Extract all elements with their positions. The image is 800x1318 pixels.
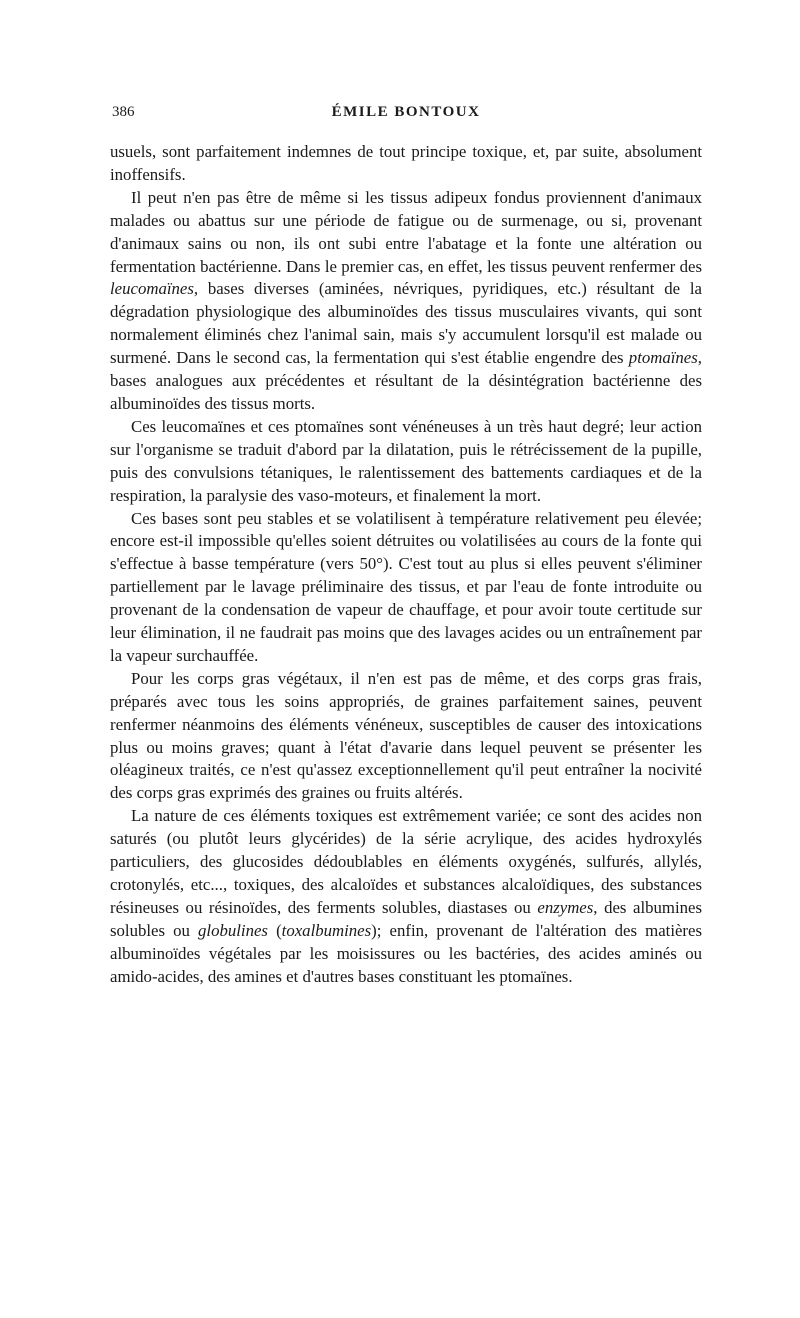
text-run: (	[267, 920, 282, 940]
text-run: usuels, sont parfaitement indemnes de tout principe toxique, et, par suite, absolument inoffensifs.	[110, 142, 702, 184]
text-run: Pour les corps gras végétaux, il n'en est pas de même, et des corps gras frais, préparés avec tous les soins appropriés, de graines parfaitement saines, peuvent renfermer néanmoins des éléments vénéneux, susceptibles de causer des intoxications plus ou moins graves; quant à l'état d'avarie dans lequel peuvent se présenter les oléagineux traités, ce n'est qu'assez exceptionnellement qu'il peut entraîner la nocivité des corps gras exprimés des graines ou fruits altérés.	[110, 668, 702, 803]
paragraph	[110, 416, 702, 508]
italic-term: leucomaïnes	[110, 279, 194, 299]
text-run: Il peut n'en pas être de même si les tissus adipeux fondus proviennent d'animaux malades ou abattus sur une période de fatigue ou de surmenage, ou si, provenant d'animaux sains ou non, ils ont subi entre l'abatage et la fonte une altération ou fermentation bactérienne. Dans le premier cas, en effet, les tissus peuvent renfermer des	[110, 187, 702, 276]
text-run: ); enfin, provenant de l'altération des matières albuminoïdes végétales par les moisissures ou les bactéries, des acides aminés ou amido-acides, des amines et d'autres bases constituant les ptomaïnes.	[110, 920, 702, 986]
text-run: La nature de ces éléments toxiques est extrêmement variée; ce sont des acides non saturés (ou plutôt leurs glycérides) de la série acrylique, des acides hydroxylés particuliers, des glucosides dédoublables en éléments oxygénés, sulfurés, allylés, crotonylés, etc..., toxiques, des alcaloïdes et substances alcaloïdiques, des substances résineuses ou résinoïdes, des ferments solubles, diastases ou	[110, 806, 702, 917]
paragraph	[110, 141, 702, 187]
text-run: , bases diverses (aminées, névriques, pyridiques, etc.) résultant de la dégradation physiologique des albuminoïdes des tissus musculaires vivants, qui sont normalement éliminés chez l'animal sain, mais s'y accumulent lorsqu'il est malade ou surmené. Dans le second cas, la fermentation qui s'est établie engendre des	[110, 279, 702, 368]
text-run: , bases analogues aux précédentes et résultant de la désintégration bactérienne des albuminoïdes des tissus morts.	[110, 348, 702, 413]
paragraph	[110, 508, 702, 668]
italic-term: ptomaïnes	[628, 348, 698, 368]
paragraph	[110, 668, 702, 805]
italic-term: enzymes	[537, 897, 594, 917]
paragraph	[110, 805, 702, 988]
page-header	[110, 104, 702, 126]
running-head: ÉMILE BONTOUX	[331, 104, 481, 120]
body-text	[110, 141, 702, 989]
text-run: , des albumines solubles ou	[110, 897, 703, 940]
page-number: 386	[112, 104, 135, 120]
text-run: Ces leucomaïnes et ces ptomaïnes sont vénéneuses à un très haut degré; leur action sur l'organisme se traduit d'abord par la dilatation, puis le rétrécissement de la pupille, puis des convulsions tétaniques, le ralentissement des battements cardiaques et de la respiration, la paralysie des vaso-moteurs, et finalement la mort.	[110, 416, 702, 505]
paragraph	[110, 187, 702, 416]
italic-term: toxalbumines	[281, 920, 372, 940]
text-run: Ces bases sont peu stables et se volatilisent à température relativement peu élevée; encore est-il impossible qu'elles soient détruites ou volatilisées au cours de la fonte qui s'effectue à basse température (vers 50°). C'est tout au plus si elles peuvent s'éliminer partiellement par le lavage préliminaire des tissus, et par l'eau de fonte introduite ou provenant de la condensation de vapeur de chauffage, et pour avoir toute certitude sur leur élimination, il ne faudrait pas moins que des lavages acides ou un entraînement par la vapeur surchauffée.	[110, 508, 702, 665]
italic-term: globulines	[198, 920, 268, 940]
